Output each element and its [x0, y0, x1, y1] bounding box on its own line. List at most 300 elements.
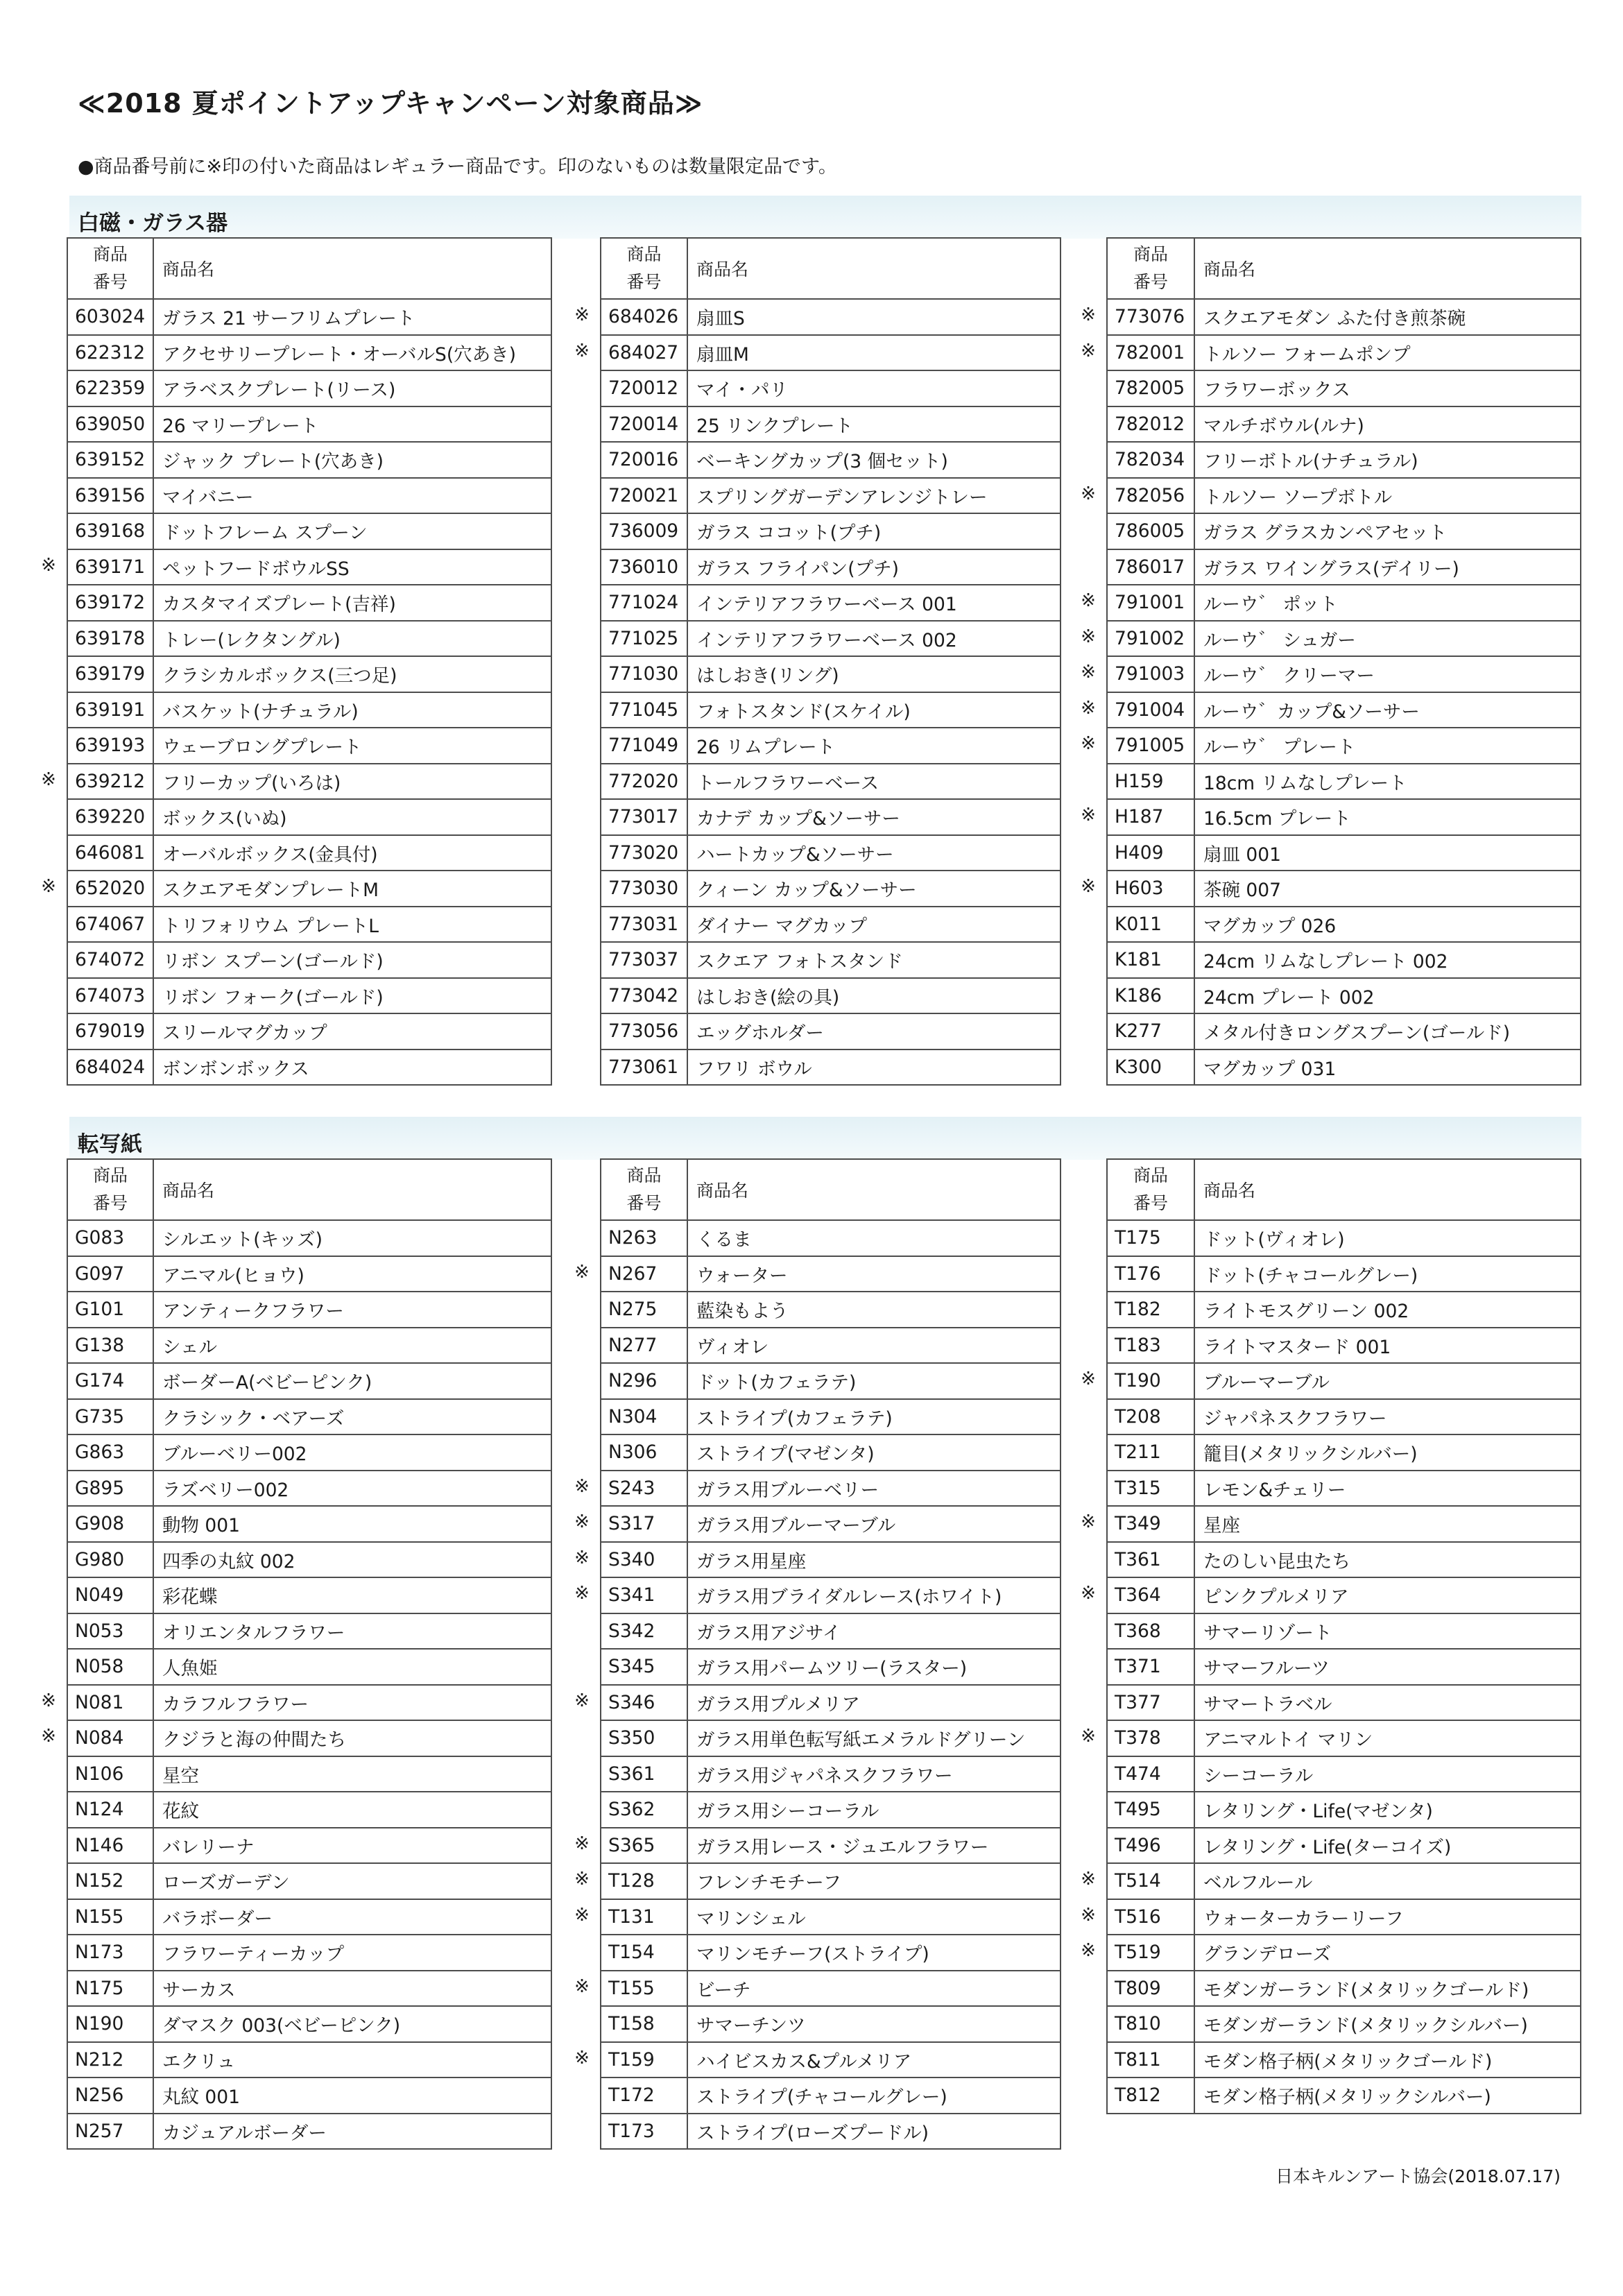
product-name: 丸紋 001: [153, 2077, 551, 2114]
product-code: G908: [67, 1506, 153, 1542]
product-code: N257: [67, 2114, 153, 2150]
product-code: 652020: [67, 871, 153, 907]
product-name: シェル: [153, 1328, 551, 1364]
table-row: [601, 1292, 1060, 1328]
table-row: [67, 1899, 551, 1935]
column-header-code-line2: 番号: [626, 1193, 662, 1213]
product-code: 639156: [67, 478, 153, 514]
product-code: N212: [67, 2042, 153, 2078]
product-code: G083: [67, 1220, 153, 1256]
table-row: [1107, 1756, 1581, 1792]
product-name: ガラス用ブライダルレース(ホワイト): [687, 1577, 1060, 1613]
product-code: G895: [67, 1471, 153, 1507]
table-row: [1107, 656, 1581, 692]
table-row: [1107, 1471, 1581, 1507]
product-code: K300: [1107, 1050, 1194, 1086]
table-row: [67, 978, 551, 1014]
table-row: [67, 1050, 551, 1086]
product-code: 791001: [1107, 585, 1194, 621]
product-code: T183: [1107, 1328, 1194, 1364]
product-name: シーコーラル: [1194, 1756, 1581, 1792]
product-name: グランデローズ: [1194, 1935, 1581, 1971]
column-header-name: 商品名: [153, 1159, 551, 1220]
product-code: N256: [67, 2077, 153, 2114]
table-row: [601, 1971, 1060, 2007]
table-row: [67, 1792, 551, 1828]
table-row: [67, 1256, 551, 1292]
product-code: G138: [67, 1328, 153, 1364]
product-name: ウォーター: [687, 1256, 1060, 1292]
product-name: 四季の丸紋 002: [153, 1542, 551, 1578]
product-name: カスタマイズプレート(吉祥): [153, 585, 551, 621]
product-name: 18cm リムなしプレート: [1194, 764, 1581, 800]
product-name: アクセサリープレート・オーバルS(穴あき): [153, 335, 551, 371]
table-row: [67, 406, 551, 443]
section-title: 白磁・ガラス器: [78, 211, 228, 236]
table-row: [67, 1542, 551, 1578]
product-name: スクエア フォトスタンド: [687, 942, 1060, 978]
regular-product-mark: ※: [41, 769, 56, 790]
table-row: [67, 1399, 551, 1435]
product-code: T371: [1107, 1649, 1194, 1685]
table-header-row: [601, 238, 1060, 299]
regular-product-mark: ※: [574, 2047, 590, 2068]
table-row: [601, 1577, 1060, 1613]
product-code: T175: [1107, 1220, 1194, 1256]
column-header-name: 商品名: [1194, 1159, 1581, 1220]
product-name: ハートカップ&ソーサー: [687, 835, 1060, 871]
column-header-code-line2: 番号: [92, 1193, 128, 1213]
product-code: T361: [1107, 1542, 1194, 1578]
product-name: フリーカップ(いろは): [153, 764, 551, 800]
product-code: N175: [67, 1971, 153, 2007]
product-code: T128: [601, 1863, 687, 1899]
product-code: S243: [601, 1471, 687, 1507]
product-name: トルソー ソープボトル: [1194, 478, 1581, 514]
table-row: [67, 1292, 551, 1328]
regular-product-mark: ※: [1081, 1369, 1096, 1389]
table-row: [1107, 1685, 1581, 1721]
table-row: [601, 1220, 1060, 1256]
product-name: ガラス用パームツリー(ラスター): [687, 1649, 1060, 1685]
table-row: [1107, 835, 1581, 871]
product-code: T190: [1107, 1363, 1194, 1399]
product-name: スクエアモダン ふた付き煎茶碗: [1194, 299, 1581, 335]
table-row: [601, 299, 1060, 335]
product-code: N173: [67, 1935, 153, 1971]
regular-product-mark: ※: [1081, 1940, 1096, 1961]
table-row: [67, 907, 551, 943]
product-name: アニマルトイ マリン: [1194, 1720, 1581, 1756]
table-row: [601, 1935, 1060, 1971]
table-row: [67, 549, 551, 585]
regular-product-mark: ※: [1081, 590, 1096, 611]
product-code: T519: [1107, 1935, 1194, 1971]
product-code: 773020: [601, 835, 687, 871]
table-row: [67, 1577, 551, 1613]
table-row: [601, 621, 1060, 657]
product-code: N106: [67, 1756, 153, 1792]
product-name: アンティークフラワー: [153, 1292, 551, 1328]
product-code: G980: [67, 1542, 153, 1578]
table-row: [1107, 1971, 1581, 2007]
product-code: T155: [601, 1971, 687, 2007]
table-row: [601, 835, 1060, 871]
product-code: 791002: [1107, 621, 1194, 657]
product-name: ラズベリー002: [153, 1471, 551, 1507]
regular-product-mark: ※: [1081, 876, 1096, 897]
product-code: 782001: [1107, 335, 1194, 371]
table-row: [601, 764, 1060, 800]
product-code: 639212: [67, 764, 153, 800]
product-name: ストライプ(カフェラテ): [687, 1399, 1060, 1435]
table-row: [1107, 1013, 1581, 1050]
product-name: 星空: [153, 1756, 551, 1792]
product-code: 791003: [1107, 656, 1194, 692]
product-name: 26 マリープレート: [153, 406, 551, 443]
regular-product-mark: ※: [41, 1690, 56, 1711]
table-row: [67, 1328, 551, 1364]
product-code: H187: [1107, 799, 1194, 835]
product-code: N084: [67, 1720, 153, 1756]
product-name: メタル付きロングスプーン(ゴールド): [1194, 1013, 1581, 1050]
product-name: ペットフードボウルSS: [153, 549, 551, 585]
regular-product-mark: ※: [1081, 733, 1096, 754]
product-table: [1106, 1158, 1581, 2114]
table-row: [1107, 907, 1581, 943]
table-row: [67, 370, 551, 406]
product-code: K186: [1107, 978, 1194, 1014]
product-name: トールフラワーベース: [687, 764, 1060, 800]
product-code: G097: [67, 1256, 153, 1292]
table-row: [1107, 1792, 1581, 1828]
product-code: 773056: [601, 1013, 687, 1050]
product-name: 25 リンクプレート: [687, 406, 1060, 443]
product-code: 684024: [67, 1050, 153, 1086]
product-name: 24cm リムなしプレート 002: [1194, 942, 1581, 978]
table-row: [1107, 1649, 1581, 1685]
table-row: [601, 2042, 1060, 2078]
product-code: T809: [1107, 1971, 1194, 2007]
table-row: [601, 1828, 1060, 1864]
product-code: N275: [601, 1292, 687, 1328]
product-name: ガラス用レース・ジュエルフラワー: [687, 1828, 1060, 1864]
regular-product-mark: ※: [1081, 1583, 1096, 1604]
table-row: [67, 335, 551, 371]
section-band: [69, 1117, 1581, 1160]
table-row: [1107, 1506, 1581, 1542]
product-code: 773037: [601, 942, 687, 978]
product-code: 771025: [601, 621, 687, 657]
product-code: T176: [1107, 1256, 1194, 1292]
product-name: ガラス ワイングラス(デイリー): [1194, 549, 1581, 585]
table-header-row: [67, 238, 551, 299]
product-name: サーカス: [153, 1971, 551, 2007]
product-code: T377: [1107, 1685, 1194, 1721]
product-name: トルソー フォームポンプ: [1194, 335, 1581, 371]
product-name: ガラス 21 サーフリムプレート: [153, 299, 551, 335]
product-name: トレー(レクタングル): [153, 621, 551, 657]
product-code: T812: [1107, 2077, 1194, 2114]
product-code: T474: [1107, 1756, 1194, 1792]
product-name: 扇皿M: [687, 335, 1060, 371]
product-name: はしおき(リング): [687, 656, 1060, 692]
product-name: ブルーベリー002: [153, 1434, 551, 1471]
product-name: ガラス用ブルーマーブル: [687, 1506, 1060, 1542]
table-row: [67, 1649, 551, 1685]
table-row: [601, 513, 1060, 549]
regular-product-mark: ※: [1081, 483, 1096, 504]
column-header-code: [67, 238, 153, 299]
column-header-code-line2: 番号: [92, 272, 128, 292]
product-name: スリールマグカップ: [153, 1013, 551, 1050]
table-row: [1107, 764, 1581, 800]
product-name: 24cm プレート 002: [1194, 978, 1581, 1014]
column-header-code-line1: 商品: [1133, 1165, 1168, 1185]
product-name: ガラス グラスカンペアセット: [1194, 513, 1581, 549]
table-row: [601, 728, 1060, 764]
product-name: モダンガーランド(メタリックゴールド): [1194, 1971, 1581, 2007]
product-name: くるま: [687, 1220, 1060, 1256]
product-code: N049: [67, 1577, 153, 1613]
table-row: [1107, 1935, 1581, 1971]
product-code: 674072: [67, 942, 153, 978]
table-row: [67, 1720, 551, 1756]
table-header-row: [1107, 238, 1581, 299]
table-row: [67, 835, 551, 871]
product-name: エッグホルダー: [687, 1013, 1060, 1050]
product-code: G101: [67, 1292, 153, 1328]
table-row: [67, 2077, 551, 2114]
product-name: ガラス フライパン(プチ): [687, 549, 1060, 585]
table-row: [67, 1363, 551, 1399]
table-row: [1107, 1256, 1581, 1292]
product-code: 771024: [601, 585, 687, 621]
product-name: ライトマスタード 001: [1194, 1328, 1581, 1364]
product-name: マリンモチーフ(ストライプ): [687, 1935, 1060, 1971]
table-row: [67, 692, 551, 728]
table-row: [601, 1434, 1060, 1471]
table-row: [67, 799, 551, 835]
table-row: [601, 871, 1060, 907]
table-row: [67, 1471, 551, 1507]
regular-product-mark: ※: [1081, 305, 1096, 325]
table-row: [1107, 442, 1581, 478]
table-row: [67, 1756, 551, 1792]
column-header-code: [1107, 238, 1194, 299]
product-code: 773030: [601, 871, 687, 907]
section-band: [69, 196, 1581, 239]
table-row: [1107, 1542, 1581, 1578]
table-row: [1107, 692, 1581, 728]
product-code: 639152: [67, 442, 153, 478]
product-code: N155: [67, 1899, 153, 1935]
table-row: [601, 1506, 1060, 1542]
table-row: [1107, 1328, 1581, 1364]
regular-product-mark: ※: [574, 1904, 590, 1926]
product-name: 彩花蝶: [153, 1577, 551, 1613]
product-name: フラワーティーカップ: [153, 1935, 551, 1971]
column-header-code-line2: 番号: [1133, 272, 1168, 292]
product-name: ガラス用シーコーラル: [687, 1792, 1060, 1828]
product-name: ルーウ゛ クリーマー: [1194, 656, 1581, 692]
product-name: 藍染もよう: [687, 1292, 1060, 1328]
product-name: たのしい昆虫たち: [1194, 1542, 1581, 1578]
product-code: 639179: [67, 656, 153, 692]
product-code: S361: [601, 1756, 687, 1792]
product-table: [67, 237, 552, 1086]
product-code: N263: [601, 1220, 687, 1256]
regular-product-mark: ※: [574, 1475, 590, 1497]
regular-product-mark: ※: [574, 1583, 590, 1604]
column-header-name: 商品名: [687, 1159, 1060, 1220]
table-row: [67, 1506, 551, 1542]
table-row: [1107, 728, 1581, 764]
product-code: 772020: [601, 764, 687, 800]
product-code: T182: [1107, 1292, 1194, 1328]
product-code: 782034: [1107, 442, 1194, 478]
table-row: [1107, 1292, 1581, 1328]
product-name: クィーン カップ&ソーサー: [687, 871, 1060, 907]
product-code: K011: [1107, 907, 1194, 943]
table-row: [601, 1792, 1060, 1828]
product-name: モダン格子柄(メタリックシルバー): [1194, 2077, 1581, 2114]
product-code: 684026: [601, 299, 687, 335]
product-name: ガラス ココット(プチ): [687, 513, 1060, 549]
product-name: マグカップ 026: [1194, 907, 1581, 943]
table-row: [1107, 585, 1581, 621]
product-name: ライトモスグリーン 002: [1194, 1292, 1581, 1328]
table-row: [1107, 1613, 1581, 1650]
table-row: [67, 442, 551, 478]
regular-product-mark: ※: [1081, 1904, 1096, 1926]
table-row: [601, 978, 1060, 1014]
product-code: N124: [67, 1792, 153, 1828]
regular-product-mark: ※: [574, 1690, 590, 1711]
column-header-code-line1: 商品: [626, 1165, 662, 1185]
table-row: [1107, 871, 1581, 907]
product-name: オーバルボックス(金具付): [153, 835, 551, 871]
product-name: ヴィオレ: [687, 1328, 1060, 1364]
product-code: N081: [67, 1685, 153, 1721]
product-code: T349: [1107, 1506, 1194, 1542]
product-name: ガラス用ジャパネスクフラワー: [687, 1756, 1060, 1792]
product-name: ピンクプルメリア: [1194, 1577, 1581, 1613]
product-name: ウォーターカラーリーフ: [1194, 1899, 1581, 1935]
table-row: [67, 2006, 551, 2042]
column-header-code: [601, 1159, 687, 1220]
regular-product-mark: ※: [574, 1869, 590, 1890]
regular-product-mark: ※: [574, 305, 590, 325]
product-code: N152: [67, 1863, 153, 1899]
table-row: [67, 1613, 551, 1650]
product-code: T211: [1107, 1434, 1194, 1471]
product-code: T131: [601, 1899, 687, 1935]
product-code: 639172: [67, 585, 153, 621]
product-name: 扇皿 001: [1194, 835, 1581, 871]
table-header-row: [1107, 1159, 1581, 1220]
table-row: [601, 406, 1060, 443]
table-row: [67, 513, 551, 549]
product-name: バレリーナ: [153, 1828, 551, 1864]
table-row: [67, 1434, 551, 1471]
product-code: T159: [601, 2042, 687, 2078]
product-name: フレンチモチーフ: [687, 1863, 1060, 1899]
product-name: クジラと海の仲間たち: [153, 1720, 551, 1756]
table-row: [1107, 549, 1581, 585]
product-name: レタリング・Life(マゼンタ): [1194, 1792, 1581, 1828]
table-row: [1107, 799, 1581, 835]
product-name: ガラス用単色転写紙エメラルドグリーン: [687, 1720, 1060, 1756]
table-row: [601, 585, 1060, 621]
product-name: ストライプ(チャコールグレー): [687, 2077, 1060, 2114]
product-code: 791004: [1107, 692, 1194, 728]
product-name: ルーウ゛カップ&ソーサー: [1194, 692, 1581, 728]
product-code: T368: [1107, 1613, 1194, 1650]
table-row: [1107, 978, 1581, 1014]
product-code: K181: [1107, 942, 1194, 978]
product-code: 720021: [601, 478, 687, 514]
product-name: レモン&チェリー: [1194, 1471, 1581, 1507]
product-name: ローズガーデン: [153, 1863, 551, 1899]
regular-product-mark: ※: [1081, 1511, 1096, 1532]
product-name: ガラス用星座: [687, 1542, 1060, 1578]
table-row: [601, 1256, 1060, 1292]
product-code: N306: [601, 1434, 687, 1471]
table-row: [1107, 370, 1581, 406]
product-code: S350: [601, 1720, 687, 1756]
product-code: 782056: [1107, 478, 1194, 514]
product-code: 720012: [601, 370, 687, 406]
column-header-name: 商品名: [1194, 238, 1581, 299]
product-name: クラシカルボックス(三つ足): [153, 656, 551, 692]
table-row: [67, 1685, 551, 1721]
product-name: モダンガーランド(メタリックシルバー): [1194, 2006, 1581, 2042]
product-code: S340: [601, 1542, 687, 1578]
table-row: [601, 1720, 1060, 1756]
product-name: ベルフルール: [1194, 1863, 1581, 1899]
table-row: [601, 2077, 1060, 2114]
product-code: T173: [601, 2114, 687, 2150]
product-name: スクエアモダンプレートM: [153, 871, 551, 907]
product-name: インテリアフラワーベース 002: [687, 621, 1060, 657]
table-row: [601, 656, 1060, 692]
table-row: [1107, 513, 1581, 549]
table-row: [1107, 942, 1581, 978]
product-code: T364: [1107, 1577, 1194, 1613]
table-row: [67, 1220, 551, 1256]
table-row: [601, 1685, 1060, 1721]
table-row: [67, 728, 551, 764]
regular-product-mark: ※: [41, 1726, 56, 1747]
table-row: [601, 1471, 1060, 1507]
product-name: サマーリゾート: [1194, 1613, 1581, 1650]
table-row: [601, 1050, 1060, 1086]
column-header-code-line2: 番号: [1133, 1193, 1168, 1213]
table-row: [601, 370, 1060, 406]
product-code: S346: [601, 1685, 687, 1721]
product-code: N146: [67, 1828, 153, 1864]
table-row: [67, 1935, 551, 1971]
table-row: [67, 1863, 551, 1899]
product-name: フォトスタンド(スケイル): [687, 692, 1060, 728]
issuer-footer: 日本キルンアート協会(2018.07.17): [1275, 2166, 1561, 2186]
regular-product-mark: ※: [1081, 662, 1096, 683]
product-name: カラフルフラワー: [153, 1685, 551, 1721]
table-row: [601, 478, 1060, 514]
column-header-code: [601, 238, 687, 299]
product-code: 622312: [67, 335, 153, 371]
